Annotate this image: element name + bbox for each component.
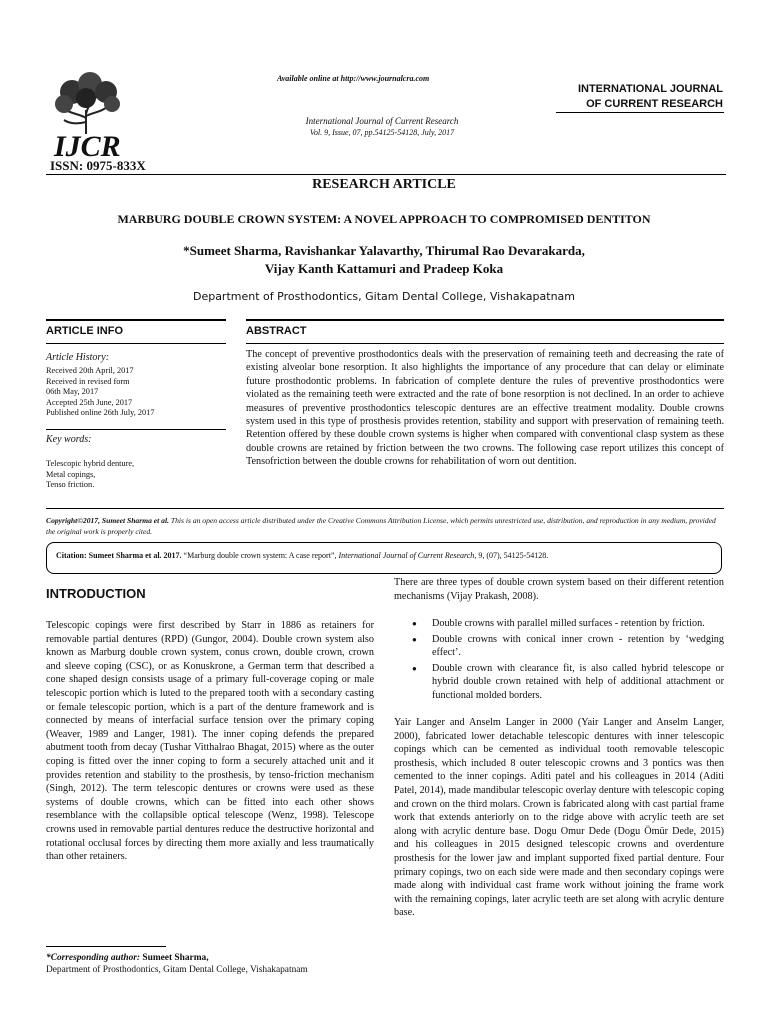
article-info-top-rule [46,319,226,321]
history-line: Accepted 25th June, 2017 [46,397,133,407]
list-item: ● Double crowns with parallel milled surfaces - retention by friction. [412,617,724,631]
journal-logo [42,70,132,160]
history-line: Received 20th April, 2017 [46,366,134,375]
keyword-item: Tenso friction. [46,480,95,489]
journal-name: International Journal of Current Research [305,116,459,126]
citation-text: Citation: Sumeet Sharma et al. 2017. “Marburg double crown system: A case report”, International Journal of Current Research, 9, (07), 54125-54128. [56,551,549,560]
list-item: ● Double crown with clearance fit, is also called hybrid telescope or hybrid double crown retained with help of additional attachment or functional molded borders. [412,662,724,703]
abstract-heading: ABSTRACT [246,325,307,337]
keywords-label: Key words: [46,434,92,445]
availability-url[interactable]: Available online at http://www.journalcra.com [277,74,430,83]
keywords-list [46,459,134,491]
introduction-heading: INTRODUCTION [46,586,146,601]
article-type: RESEARCH ARTICLE [312,177,456,192]
introduction-column-1: Telescopic copings were first described by Starr in 1886 as retainers for removable partial dentures (RPD) (Gungor, 2004). Double crown system also known as Marburg double crown system, conus crown, double crown, crown and sleeve coping (CSC), or as Konuskrone, a German term that described a cone shaped design consists usage of a primary full-coverage coping or male telescopic portion which is luted to the prepared tooth with a secondary casting or female telescopic portion, which is a part of the denture framework and is connected by means of interfacial surface tension over the primary coping (Weaver, 1989 and Langer, 1981). The inner coping defends the prepared abutment tooth from decay (Tushar Vitthalrao Bhagat, 2015) where as the outer coping is fitted over the inner coping to form a securely attached unit and it provides retention and stability to the prosthesis, by tenso-friction mechanism (Singh, 2012). The term telescopic dentures or crowns were used as these systems of double crowns, which can be fitted into each other shows resemblance with the collapsible optical telescope (Wenz, 1998). Telescope crowns used in removable partial dentures reduce the destructive horizontal and rotational occlusal forces by directing them more axially and less traumatically than other retainers. [46,620,374,863]
copyright-holder: Copyright©2017, Sumeet Sharma et al. [46,516,169,525]
article-info-bottom-rule [46,343,226,344]
corresponding-address: Department of Prosthodontics, Gitam Dental College, Vishakapatnam [46,965,308,975]
history-line: Received in revised form [46,376,130,386]
article-history-label: Article History: [46,352,110,363]
svg-text:IJCR: IJCR [54,130,121,160]
paper-title: MARBURG DOUBLE CROWN SYSTEM: A NOVEL APPROACH TO COMPROMISED DENTITON [117,212,651,226]
footnote-rule [46,946,166,947]
copyright-text: This is an open access article distributed under the Creative Commons Attribution License, which permits unrestricted use, distribution, and reproduction in any medium, provided the original work is properly cited. [46,516,716,536]
keyword-item: Telescopic hybrid denture, [46,459,135,468]
copyright-notice [46,515,726,537]
introduction-column-2-paragraph: Yair Langer and Anselm Langer in 2000 (Yair Langer and Anselm Langer, 2000), fabricated lower detachable telescopic dentures with inner telescopic copings which can be cemented as individual tooth removable telescopic prosthesis, which included 8 outer telescopic crowns and 3 pontics was then cemented to the inner copings. Aditi patel and his colleagues in 2014 (Aditi Patel, 2014), made mandibular telescopic overlay denture with telescopic coping and crown on the third molars. Crown is fabricated along with cast partial frame work that extends anteriorly on to the ridge above with acrylic teeth are set along with acrylic denture base. Dogu Omur Dede (Dogu Ömür Dede, 2015) and his colleagues in 2015 designed telescopic crowns and overdenture prosthesis for the lower jaw and implant supported fixed partial denture. Four primary copings, two on each side were made and then secondary copings were made along with individual cast frame work without joining the frame work with the remaining copings, later acrylic teeth are set along with acrylic denture base. [394,717,724,919]
abstract-top-rule [246,319,724,321]
article-history [46,366,154,419]
author-list [0,242,768,278]
history-line: Published online 26th July, 2017 [46,408,155,417]
corresponding-name: Sumeet Sharma, [140,953,209,963]
journal-title-block [557,82,723,112]
affiliation: Department of Prosthodontics, Gitam Dental College, Vishakapatnam [192,290,576,303]
history-line: 06th May, 2017 [46,387,99,396]
keywords-rule [46,429,226,430]
citation-journal: International Journal of Current Research [338,551,475,560]
corresponding-author [46,952,376,976]
abstract-bottom-rule [246,343,724,344]
abstract-text: The concept of preventive prosthodontics deals with the preservation of remaining teeth and decreasing the rate of existing alveolar bone resorption. It also highlights the importance of any procedure that can delay or eliminate future prosthodontic problems. In fabrication of complete denture the rules of preventive prosthodontics were violated as the remaining teeth were extracted and the rate of bone resorption is not declined. In an order to achieve measures of preventive prosthodontics telescopic dentures are an effective treatment modality. Double crowns system used in this type of prosthesis provides retention, stability and support with preservation of remaining teeth. Retention offered by these double crown systems is higher when compared with conventional clasp system as these double crowns are retained by friction between the two crowns. The following case report utilizes this concept of Tensofriction between the double crowns for rehabilitation of worn out dentition. [246,349,724,468]
introduction-column-2-intro: There are three types of double crown system based on their different retention mechanisms (Vijay Prakash, 2008). [394,577,724,602]
corresponding-label: *Corresponding author: [46,953,141,963]
abstract-end-rule [46,508,724,509]
keyword-item: Metal copings, [46,469,96,479]
header-divider [46,174,726,175]
journal-volume: Vol. 9, Issue, 07, pp.54125-54128, July, 2017 [309,128,455,137]
list-item: ● Double crowns with conical inner crown - retention by ‘wedging effect’. [412,633,724,660]
retention-types-list [412,617,724,705]
citation-label: Citation: Sumeet Sharma et al. 2017. [56,551,182,560]
authors-line1: *Sumeet Sharma, Ravishankar Yalavarthy, Thirumal Rao Devarakarda, [183,243,585,258]
article-info-heading: ARTICLE INFO [46,325,123,337]
header-rule-right [556,112,724,113]
authors-line2: Vijay Kanth Kattamuri and Pradeep Koka [264,261,504,276]
journal-title-line2: OF CURRENT RESEARCH [586,98,723,110]
journal-title-line1: INTERNATIONAL JOURNAL [577,83,723,95]
issn-number: ISSN: 0975-833X [50,158,146,173]
